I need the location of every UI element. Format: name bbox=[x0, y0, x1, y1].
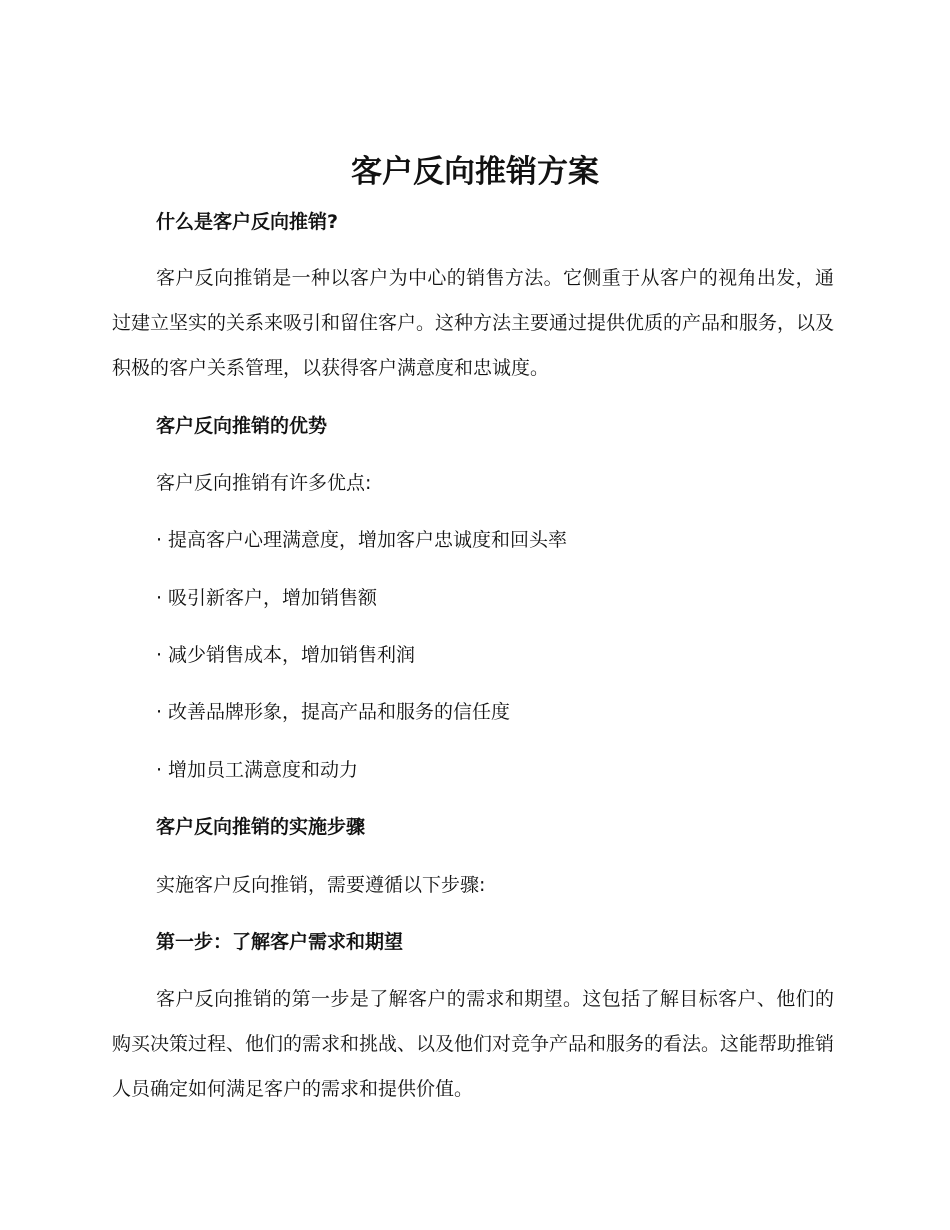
paragraph-step-1: 客户反向推销的第一步是了解客户的需求和期望。这包括了解目标客户、他们的购买决策过程、他们的需求和挑战、以及他们对竞争产品和服务的看法。这能帮助推销人员确定如何满足客户的需求和提供价值。 bbox=[112, 988, 835, 1100]
bullet-marker: · bbox=[156, 587, 163, 609]
advantages-intro: 客户反向推销有许多优点: bbox=[156, 472, 372, 494]
bullet-marker: · bbox=[156, 759, 163, 781]
paragraph-what-is: 客户反向推销是一种以客户为中心的销售方法。它侧重于从客户的视角出发，通过建立坚实的关系来吸引和留住客户。这种方法主要通过提供优质的产品和服务，以及积极的客户关系管理，以获得客户满意度和忠诚度。 bbox=[112, 267, 835, 379]
advantage-item bbox=[156, 584, 377, 612]
advantage-item bbox=[156, 698, 510, 726]
bullet-marker: · bbox=[156, 529, 163, 551]
bullet-marker: · bbox=[156, 644, 163, 666]
advantage-item-text: 吸引新客户，增加销售额 bbox=[168, 587, 378, 609]
steps-intro: 实施客户反向推销，需要遵循以下步骤: bbox=[156, 874, 486, 896]
advantage-item-text: 减少销售成本，增加销售利润 bbox=[168, 644, 416, 666]
heading-advantages: 客户反向推销的优势 bbox=[156, 415, 328, 437]
advantage-item-text: 改善品牌形象，提高产品和服务的信任度 bbox=[168, 701, 511, 723]
advantage-item-text: 提高客户心理满意度，增加客户忠诚度和回头率 bbox=[168, 529, 568, 551]
heading-step-1: 第一步：了解客户需求和期望 bbox=[156, 931, 404, 953]
bullet-marker: · bbox=[156, 701, 163, 723]
advantage-item-text: 增加员工满意度和动力 bbox=[168, 759, 359, 781]
document-title: 客户反向推销方案 bbox=[351, 154, 599, 190]
advantage-item bbox=[156, 641, 415, 669]
advantage-item bbox=[156, 526, 567, 554]
heading-what-is: 什么是客户反向推销? bbox=[156, 211, 339, 233]
heading-steps: 客户反向推销的实施步骤 bbox=[156, 816, 366, 838]
advantage-item bbox=[156, 756, 358, 784]
